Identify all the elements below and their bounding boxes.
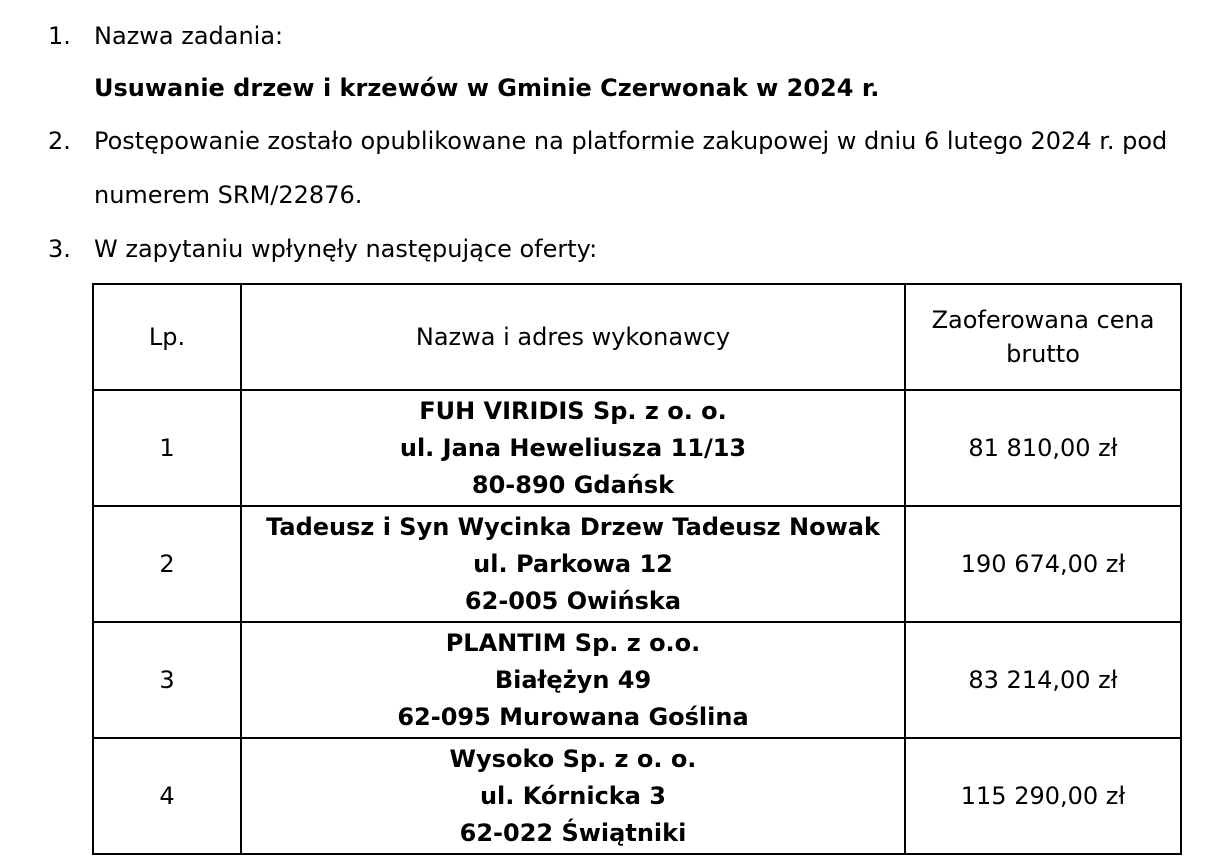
contractor-street: ul. Jana Heweliusza 11/13: [399, 433, 747, 462]
header-contractor: Nazwa i adres wykonawcy: [241, 284, 905, 390]
header-price: [905, 284, 1181, 390]
contractor-name: PLANTIM Sp. z o.o.: [445, 628, 701, 657]
table-row: [93, 506, 1181, 622]
row-lp: 1: [93, 390, 241, 506]
item-label: Nazwa zadania:: [94, 22, 284, 50]
row-lp: 2: [93, 506, 241, 622]
contractor-city: 80-890 Gdańsk: [471, 470, 675, 499]
contractor-name: Tadeusz i Syn Wycinka Drzew Tadeusz Nowak: [266, 512, 880, 541]
contractor-street: Białężyn 49: [494, 665, 652, 694]
item-number: 3.: [48, 235, 71, 263]
contractor-city: 62-095 Murowana Goślina: [397, 702, 749, 731]
table-header-row: [93, 284, 1181, 390]
contractor-street: ul. Kórnicka 3: [479, 781, 667, 810]
offers-table: [92, 283, 1182, 855]
header-price-line: Zaoferowana cena: [931, 306, 1155, 334]
item-number: 1.: [48, 22, 71, 50]
task-name: Usuwanie drzew i krzewów w Gminie Czerwonak w 2024 r.: [94, 74, 880, 102]
contractor-city: 62-022 Świątniki: [459, 818, 687, 847]
table-row: [93, 738, 1181, 854]
header-lp: Lp.: [93, 284, 241, 390]
row-price: 115 290,00 zł: [905, 738, 1181, 854]
contractor-street: ul. Parkowa 12: [473, 549, 673, 578]
row-contractor: [241, 390, 905, 506]
header-price-line: brutto: [1006, 340, 1080, 368]
table-row: [93, 390, 1181, 506]
table-row: [93, 622, 1181, 738]
item-text: W zapytaniu wpłynęły następujące oferty:: [94, 235, 598, 263]
row-lp: 3: [93, 622, 241, 738]
contractor-name: Wysoko Sp. z o. o.: [449, 744, 697, 773]
row-price: 81 810,00 zł: [905, 390, 1181, 506]
row-price: 83 214,00 zł: [905, 622, 1181, 738]
item-text: numerem SRM/22876.: [94, 181, 363, 209]
row-contractor: [241, 622, 905, 738]
row-price: 190 674,00 zł: [905, 506, 1181, 622]
row-contractor: [241, 738, 905, 854]
row-contractor: [241, 506, 905, 622]
contractor-name: FUH VIRIDIS Sp. z o. o.: [419, 396, 727, 425]
contractor-city: 62-005 Owińska: [464, 586, 682, 615]
item-text: Postępowanie zostało opublikowane na platformie zakupowej w dniu 6 lutego 2024 r. pod: [94, 127, 1168, 155]
item-number: 2.: [48, 127, 71, 155]
row-lp: 4: [93, 738, 241, 854]
